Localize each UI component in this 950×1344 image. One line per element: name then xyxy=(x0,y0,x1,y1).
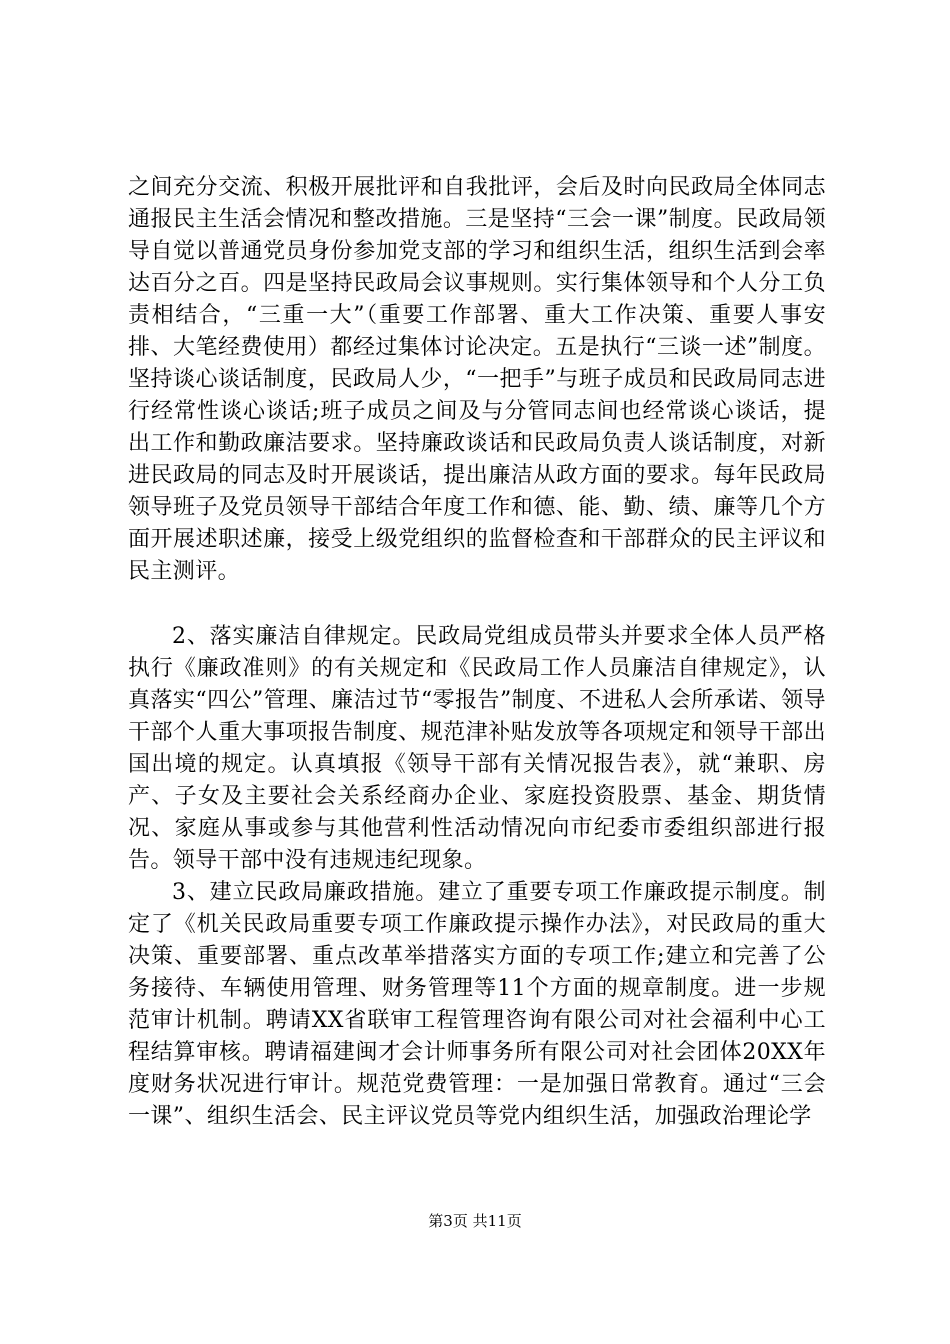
paragraph-1: 之间充分交流、积极开展批评和自我批评，会后及时向民政局全体同志通报民主生活会情况和整改措施。三是坚持“三会一课”制度。民政局领导自觉以普通党员身份参加党支部的学习和组织生活，组织生活到会率达百分之百。四是坚持民政局会议事规则。实行集体领导和个人分工负责相结合，“三重一大”（重要工作部署、重大工作决策、重要人事安排、大笔经费使用）都经过集体讨论决定。五是执行“三谈一述”制度。坚持谈心谈话制度，民政局人少，“一把手”与班子成员和民政局同志进行经常性谈心谈话;班子成员之间及与分管同志间也经常谈心谈话，提出工作和勤政廉洁要求。坚持廉政谈话和民政局负责人谈话制度，对新进民政局的同志及时开展谈话，提出廉洁从政方面的要求。每年民政局领导班子及党员领导干部结合年度工作和德、能、勤、绩、廉等几个方面开展述职述廉，接受上级党组织的监督检查和干部群众的民主评议和民主测评。 xyxy=(128,175,826,584)
paragraph-spacer xyxy=(128,588,826,621)
document-body xyxy=(128,172,826,1133)
page-footer: 第3页 共11页 xyxy=(428,1212,522,1230)
paragraph-2: 2、落实廉洁自律规定。民政局党组成员带头并要求全体人员严格执行《廉政准则》的有关规定和《民政局工作人员廉洁自律规定》，认真落实“四公”管理、廉洁过节“零报告”制度、不进私人会所承诺、领导干部个人重大事项报告制度、规范津补贴发放等各项规定和领导干部出国出境的规定。认真填报《领导干部有关情况报告表》，就“兼职、房产、子女及主要社会关系经商办企业、家庭投资股票、基金、期货情况、家庭从事或参与其他营利性活动情况向市纪委市委组织部进行报告。领导干部中没有违规违纪现象。 xyxy=(128,624,826,873)
paragraph-3: 3、建立民政局廉政措施。建立了重要专项工作廉政提示制度。制定了《机关民政局重要专项工作廉政提示操作办法》，对民政局的重大决策、重要部署、重点改革举措落实方面的专项工作;建立和完善了公务接待、车辆使用管理、财务管理等11个方面的规章制度。进一步规范审计机制。聘请XX省联审工程管理咨询有限公司对社会福利中心工程结算审核。聘请福建闽才会计师事务所有限公司对社会团体20XX年度财务状况进行审计。规范党费管理：一是加强日常教育。通过“三会一课”、组织生活会、民主评议党员等党内组织生活，加强政治理论学 xyxy=(128,880,826,1129)
